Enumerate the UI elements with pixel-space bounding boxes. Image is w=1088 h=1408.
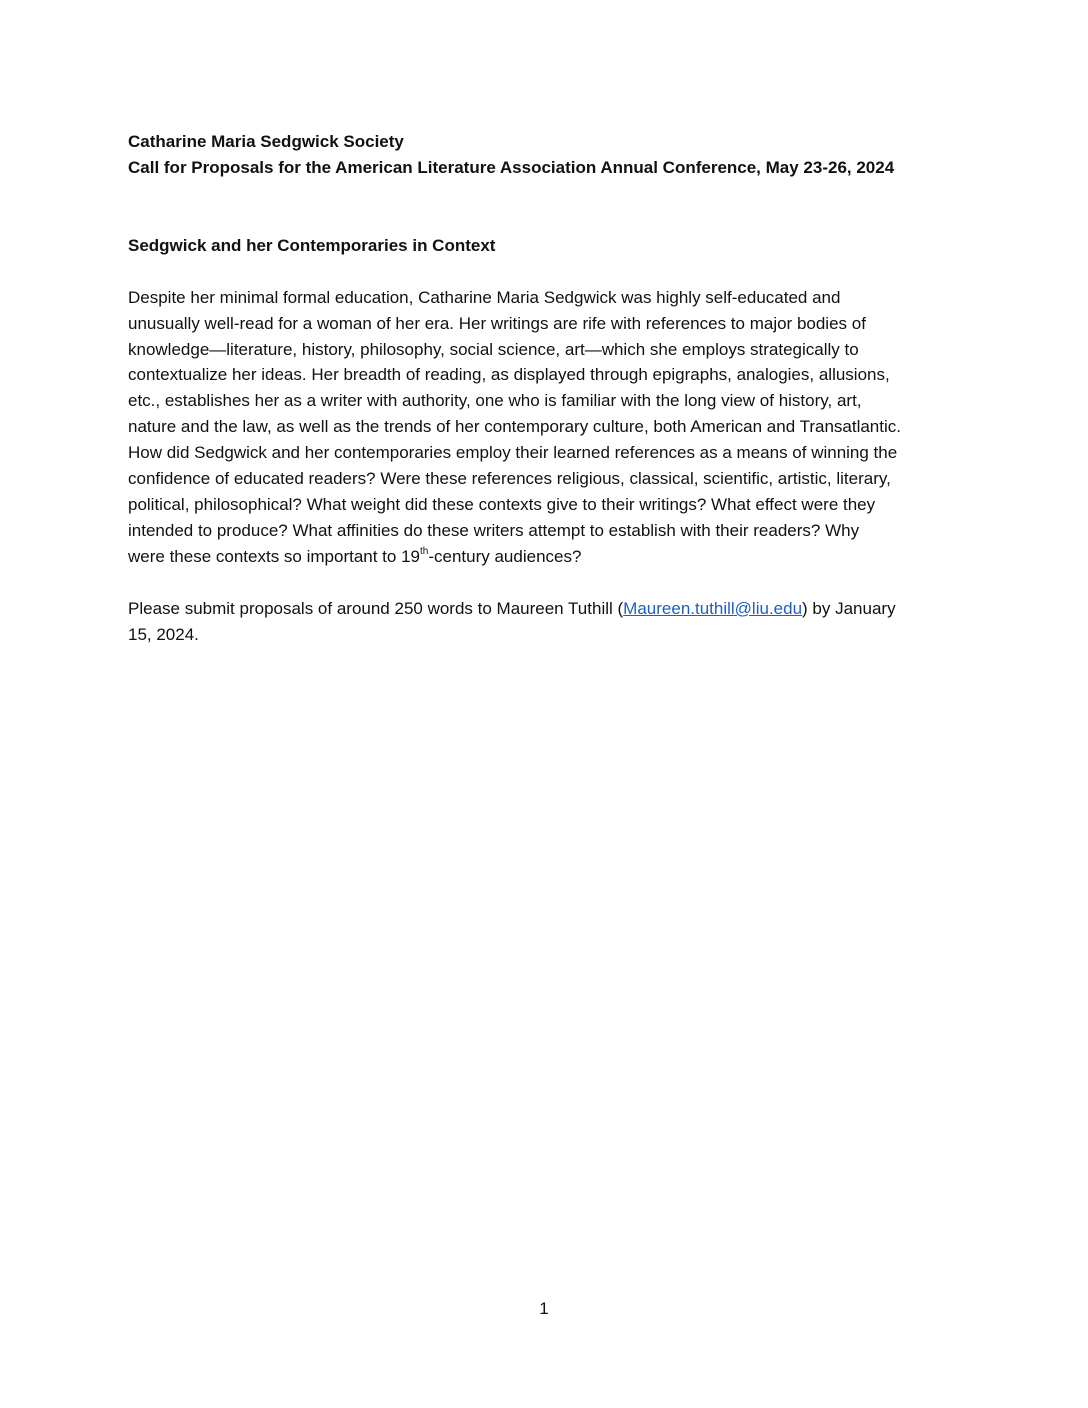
ordinal-superscript: th [420,546,429,558]
body-line: unusually well-read for a woman of her era. Her writings are rife with references to major bodies of [128,313,866,333]
body-line: confidence of educated readers? Were these references religious, classical, scientific, artistic, literary, [128,469,891,489]
body-line: etc., establishes her as a writer with authority, one who is familiar with the long view of history, art, [128,391,862,411]
call-title: Call for Proposals for the American Literature Association Annual Conference, May 23-26, 2024 [128,157,895,177]
email-link[interactable]: Maureen.tuthill@liu.edu [623,598,803,618]
body-last-after: -century audiences? [428,546,582,566]
society-title: Catharine Maria Sedgwick Society [128,132,404,151]
body-line-last [128,544,968,570]
submission-deadline-line: 15, 2024. [128,624,199,644]
body-last-before: were these contexts so important to 19 [128,546,420,566]
body-line: nature and the law, as well as the trends of her contemporary culture, both American and Transatlantic. [128,417,901,437]
body-line: political, philosophical? What weight did these contexts give to their writings? What effect were they [128,494,876,514]
submission-text-before: Please submit proposals of around 250 words to Maureen Tuthill ( [128,598,624,618]
body-line: contextualize her ideas. Her breadth of reading, as displayed through epigraphs, analogies, allusions, [128,365,890,385]
submission-line [128,596,968,622]
body-line: knowledge—literature, history, philosophy, social science, art—which she employs strategically to [128,339,859,359]
body-line: intended to produce? What affinities do these writers attempt to establish with their readers? Why [128,520,860,540]
page-number: 1 [539,1299,549,1318]
document-content [128,129,968,648]
body-paragraph [128,285,968,570]
body-line: How did Sedgwick and her contemporaries employ their learned references as a means of winning the [128,443,898,463]
body-line: Despite her minimal formal education, Catharine Maria Sedgwick was highly self-educated and [128,287,841,307]
section-title: Sedgwick and her Contemporaries in Context [128,235,496,255]
submission-text-after: ) by January [802,598,896,618]
submission-paragraph [128,596,968,648]
